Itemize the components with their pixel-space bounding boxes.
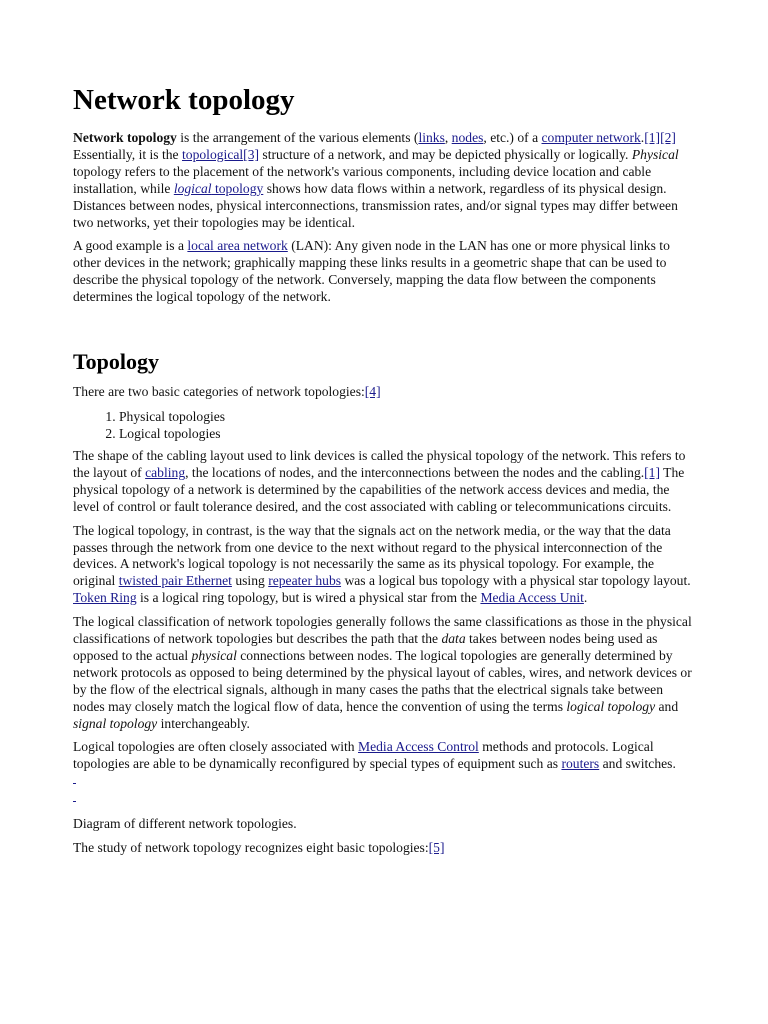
mac-paragraph: Logical topologies are often closely associated with Media Access Control methods and protocols. Logical topologies are able to be dynamically reconfigured by special types of equipment such as routers and switches.: [73, 739, 676, 772]
list-item: 1. Physical topologies: [119, 408, 698, 425]
list-item: 2. Logical topologies: [119, 425, 698, 442]
broken-image-link[interactable]: [73, 780, 76, 784]
section-heading-topology: Topology: [73, 349, 160, 375]
citation-3[interactable]: [3]: [243, 146, 260, 162]
citation-2[interactable]: [2]: [660, 130, 676, 145]
logical-topology-paragraph: The logical topology, in contrast, is the way that the signals act on the network media, or the way that the data passes through the network from one device to the next without regard to the physical interconnection of the devices. A network's logical topology is not necessarily the same as its physical topology. For example, the original twisted pair Ethernet using repeater hubs was a logical bus topology with a physical star topology layout. Token Ring is a logical ring topology, but is wired a physical star from the Media Access Unit.: [73, 522, 691, 606]
broken-image-link[interactable]: [73, 798, 76, 802]
citation-1[interactable]: [1]: [644, 130, 661, 145]
categories-paragraph: There are two basic categories of network topologies:[4]: [73, 384, 381, 400]
lan-paragraph: A good example is a local area network (LAN): Any given node in the LAN has one or more physical links to other devices in the network; graphically mapping these links results in a geometric shape that can be used to describe the physical topology of the network. Conversely, mapping the data flow between the components determines the logical topology of the network.: [73, 238, 670, 305]
classification-paragraph: The logical classification of network topologies generally follows the same classifications as those in the physical classifications of network topologies but describes the path that the data takes between nodes being used as opposed to the actual physical connections between nodes. The logical topologies are generally determined by network protocols as opposed to being determined by the physical layout of cables, wires, and network devices or by the flow of the electrical signals, although in many cases the paths that the electrical signals take between nodes may closely match the logical flow of data, hence the convention of using the terms logical topology and signal topology interchangeably.: [73, 614, 692, 731]
intro-bold-term: Network topology: [73, 130, 177, 145]
link-media-access-control[interactable]: Media Access Control: [358, 739, 479, 755]
link-token-ring[interactable]: Token Ring: [73, 590, 137, 606]
link-cabling[interactable]: cabling: [145, 464, 186, 480]
image-placeholders: [73, 780, 698, 802]
link-local-area-network[interactable]: local area network: [187, 238, 288, 254]
link-media-access-unit[interactable]: Media Access Unit: [480, 590, 584, 606]
cabling-paragraph: The shape of the cabling layout used to link devices is called the physical topology of the network. This refers to the layout of cabling, the locations of nodes, and the interconnections between the nodes and the cabling.[1] The physical topology of a network is determined by the capabilities of the network access devices and media, the level of control or fault tolerance desired, and the cost associated with cabling or telecommunications circuits.: [73, 447, 686, 514]
categories-list: [73, 408, 698, 442]
citation-5[interactable]: [5]: [428, 840, 445, 856]
page-title: Network topology: [73, 84, 295, 116]
link-topological[interactable]: topological: [182, 146, 244, 162]
study-paragraph: The study of network topology recognizes eight basic topologies:[5]: [73, 840, 445, 856]
link-nodes[interactable]: nodes: [451, 130, 484, 145]
link-topology[interactable]: topology: [211, 180, 264, 196]
figure-caption: Diagram of different network topologies.: [73, 816, 297, 832]
link-twisted-pair-ethernet[interactable]: twisted pair Ethernet: [118, 573, 232, 589]
intro-paragraph: Network topology is the arrangement of the various elements (links, nodes, etc.) of a computer network.[1][2] Essentially, it is the topological[3] structure of a network, and may be depicted physically or logically. Physical topology refers to the placement of the network's various components, including device location and cable installation, while logical topology shows how data flows within a network, regardless of its physical design. Distances between nodes, physical interconnections, transmission rates, and/or signal types may differ between two networks, yet their topologies may be identical.: [73, 130, 679, 230]
link-links[interactable]: links: [418, 130, 445, 145]
citation-1[interactable]: [1]: [644, 464, 661, 480]
link-repeater-hubs[interactable]: repeater hubs: [268, 573, 342, 589]
citation-4[interactable]: [4]: [364, 384, 381, 400]
link-routers[interactable]: routers: [561, 756, 600, 772]
link-logical[interactable]: logical: [173, 180, 212, 196]
link-computer-network[interactable]: computer network: [541, 130, 641, 145]
